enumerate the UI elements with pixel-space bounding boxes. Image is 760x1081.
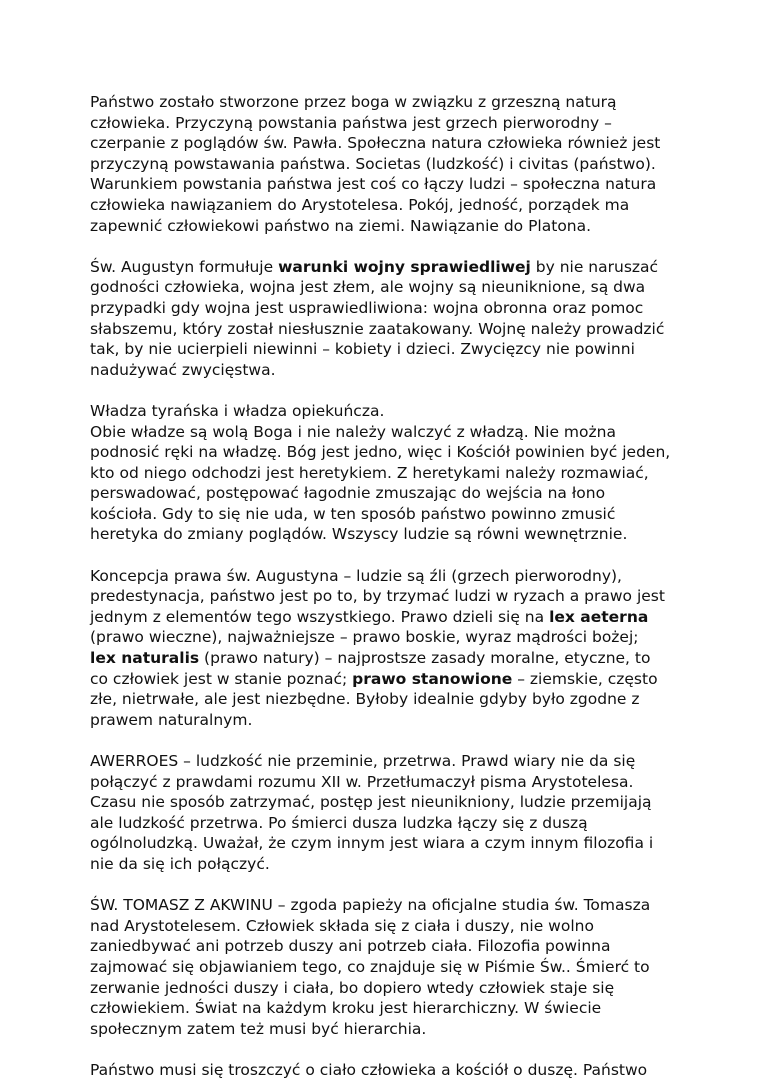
text-line: czerpanie z poglądów św. Pawła. Społeczna natura człowieka również jest [90,134,661,153]
text-line: zerwanie jedności duszy i ciała, bo dopiero wtedy człowiek staje się [90,978,615,997]
text-line: przypadki gdy wojna jest usprawiedliwiona: wojna obronna oraz pomoc [90,298,644,317]
text-line: podnosić ręki na władzę. Bóg jest jedno, więc i Kościół powinien być jeden, [90,443,671,462]
text-line [90,607,670,628]
text-line: nadużywać zwycięstwa. [90,360,276,379]
text-line: tak, by nie ucierpieli niewinni – kobiety i dzieci. Zwycięzcy nie powinni [90,340,635,359]
text-line: Koncepcja prawa św. Augustyna – ludzie są źli (grzech pierworodny), [90,566,622,585]
text-line: Państwo musi się troszczyć o ciało człowieka a kościół o duszę. Państwo [90,1060,648,1079]
text-line: złe, nietrwałe, ale jest niezbędne. Byłoby idealnie gdyby było zgodne z [90,690,640,709]
paragraph-1 [90,92,670,236]
text-line: połączyć z prawdami rozumu XII w. Przetłumaczył pisma Arystotelesa. [90,772,634,791]
text-line: ale ludzkość przetrwa. Po śmierci dusza ludzka łączy się z duszą [90,813,588,832]
text-line: Obie władze są wolą Boga i nie należy walczyć z władzą. Nie można [90,422,616,441]
text-line: zaniedbywać ani potrzeb duszy ani potrzeb ciała. Filozofia powinna [90,937,611,956]
text-line: ogólnoludzką. Uważał, że czym innym jest wiara a czym innym filozofia i [90,834,654,853]
text-line: człowiekiem. Świat na każdym kroku jest hierarchiczny. W świecie [90,999,602,1018]
text-line [90,648,670,669]
text-line [90,257,670,278]
text-line: kto od niego odchodzi jest heretykiem. Z heretykami należy rozmawiać, [90,463,649,482]
paragraph-2 [90,257,670,381]
text-line: społecznym zatem też musi być hierarchia. [90,1019,427,1038]
text-line: człowieka nawiązaniem do Arystotelesa. Pokój, jedność, porządek ma [90,195,630,214]
text-line: heretyka do zmiany poglądów. Wszyscy ludzie są równi wewnętrznie. [90,525,628,544]
paragraph-7 [90,1060,670,1081]
text-line: zapewnić człowiekowi państwo na ziemi. Nawiązanie do Platona. [90,216,592,235]
text-line: Czasu nie sposób zatrzymać, postęp jest nieunikniony, ludzie przemijają [90,793,652,812]
text-line: predestynacja, państwo jest po to, by trzymać ludzi w ryzach a prawo jest [90,587,665,606]
text-line: słabszemu, który został niesłusznie zaatakowany. Wojnę należy prowadzić [90,319,665,338]
text-run: co człowiek jest w stanie poznać; [90,669,353,688]
text-run: jednym z elementów tego wszystkiego. Prawo dzieli się na [90,607,550,626]
text-line [90,669,670,690]
document-page [90,92,670,1081]
bold-term-prawo-stanowione: prawo stanowione [352,669,513,688]
text-run: Św. Augustyn formułuje [90,257,279,276]
text-line: Państwo zostało stworzone przez boga w związku z grzeszną naturą [90,93,617,111]
text-line: nad Arystotelesem. Człowiek składa się z ciała i duszy, nie wolno [90,916,594,935]
paragraph-3 [90,401,670,545]
text-line: (prawo wieczne), najważniejsze – prawo boskie, wyraz mądrości bożej; [90,628,639,647]
text-line: prawem naturalnym. [90,710,253,729]
text-line: kościoła. Gdy to się nie uda, w ten sposób państwo powinno zmusić [90,504,616,523]
text-line: Władza tyrańska i władza opiekuńcza. [90,401,385,420]
text-run: by nie naruszać [530,257,659,276]
text-line: Warunkiem powstania państwa jest coś co łączy ludzi – społeczna natura [90,175,657,194]
text-line: zajmować się objawianiem tego, co znajduje się w Piśmie Św.. Śmierć to [90,957,650,976]
text-line: godności człowieka, wojna jest złem, ale wojny są nieuniknione, są dwa [90,278,646,297]
text-run: (prawo natury) – najprostsze zasady moralne, etyczne, to [199,649,651,668]
bold-term-just-war: warunki wojny sprawiedliwej [278,257,531,276]
text-line: człowieka. Przyczyną powstania państwa jest grzech pierworodny – [90,113,612,132]
text-line: nie da się ich połączyć. [90,854,270,873]
bold-term-lex-naturalis: lex naturalis [90,649,200,668]
text-line: perswadować, postępować łagodnie zmuszając do wejścia na łono [90,484,606,503]
text-line: ŚW. TOMASZ Z AKWINU – zgoda papieży na oficjalne studia św. Tomasza [90,896,651,915]
text-line: AWERROES – ludzkość nie przeminie, przetrwa. Prawd wiary nie da się [90,752,636,770]
text-line: przyczyną powstawania państwa. Societas (ludzkość) i civitas (państwo). [90,154,656,173]
paragraph-6 [90,895,670,1039]
paragraph-5 [90,751,670,875]
text-run: – ziemskie, często [512,669,658,688]
paragraph-4 [90,566,670,731]
bold-term-lex-aeterna: lex aeterna [549,607,649,626]
